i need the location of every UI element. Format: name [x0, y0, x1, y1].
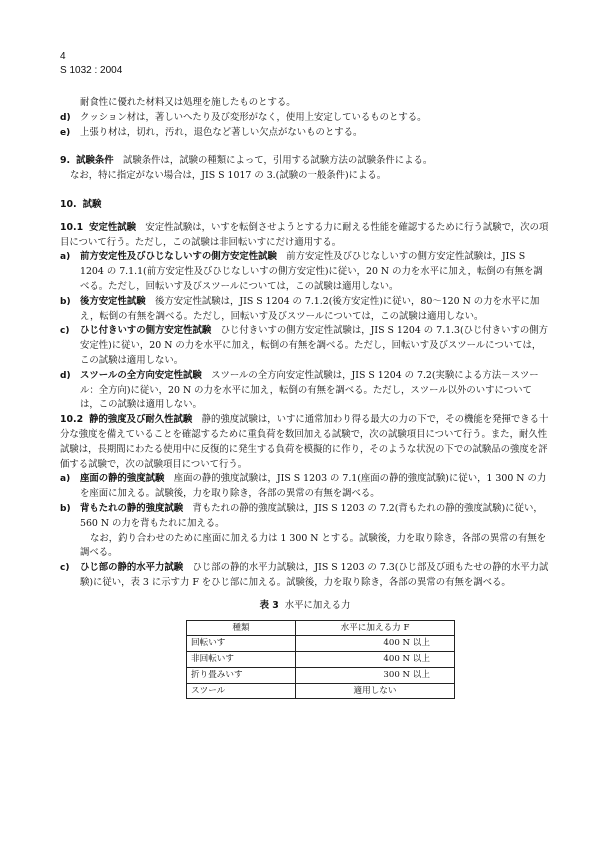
- item-label: d): [60, 370, 71, 381]
- item-label: b): [60, 503, 71, 514]
- table-title: 水平に加える力: [284, 599, 351, 611]
- section-number: 9.: [60, 155, 71, 167]
- table-cell: スツール: [187, 683, 296, 699]
- table-cell: 回転いす: [187, 636, 296, 652]
- list-item: [60, 561, 550, 591]
- table-caption: [60, 599, 550, 614]
- list-item: [60, 111, 550, 126]
- section-text: 安定性試験は，いすを転倒させようとする力に耐える性能を確認するために行う試験で，次の項目について行う。ただし，この試験は非回転いすにだけ適用する。: [60, 221, 549, 248]
- item-heading: 後方安定性試験: [80, 295, 146, 307]
- table-header-row: [187, 620, 455, 636]
- table-cell: 400 N 以上: [296, 636, 455, 652]
- item-heading: ひじ付きいすの側方安定性試験: [80, 325, 212, 337]
- table-cell: 適用しない: [296, 683, 455, 699]
- standard-id: S 1032 : 2004: [60, 65, 123, 76]
- section-number: 10.: [60, 198, 77, 210]
- table-row: [187, 652, 455, 668]
- table-row: [187, 636, 455, 652]
- section-10-2: [60, 413, 550, 472]
- item-text: 後方安定性試験は，JIS S 1204 の 7.1.2(後方安定性)に従い，80～120 N の力を水平に加え，転倒の有無を調べる。ただし，回転いす及びスツールについては，この試験は適用しない。: [80, 295, 540, 322]
- item-text: 前方安定性及びひじなしいすの側方安定性試験は，JIS S 1204 の 7.1.1(前方安定性及びひじなしいすの側方安定性)に従い，20 N の力を水平に加え，転倒の有無を調べる。ただし，回転いす及びスツールについては，この試験は適用しない。: [80, 251, 543, 292]
- item-text: 座面の静的強度試験は，JIS S 1203 の 7.1(座面の静的強度試験)に従い，1 300 N の力を座面に加える。試験後，力を取り除き，各部の異常の有無を調べる。: [80, 473, 547, 500]
- table-cell: 300 N 以上: [296, 667, 455, 683]
- item-label: e): [60, 127, 71, 138]
- item-heading: スツールの全方向安定性試験: [80, 369, 202, 381]
- list-item: [60, 126, 550, 141]
- item-heading: ひじ部の静的水平力試験: [80, 562, 184, 574]
- section-heading: 静的強度及び耐久性試験: [89, 414, 193, 426]
- section-number: 10.2: [60, 414, 84, 426]
- section-10-1: [60, 221, 550, 251]
- section-text: 試験条件は，試験の種類によって，引用する試験方法の試験条件による。: [123, 155, 433, 167]
- section-text: 静的強度試験は，いすに通常加わり得る最大の力の下で，その機能を発揮できる十分な強度を備えていることを確認するために重負荷を数回加える試験で，次の試験項目について行う。また，耐久性試験は，長期間にわたる使用中に反復的に発生する負荷を模擬的に作り，そのような状況の下での試験品の強度を評価する試験で，次の試験項目について行う。: [60, 414, 549, 470]
- table-row: [187, 683, 455, 699]
- list-item: [60, 502, 550, 532]
- force-table: [186, 620, 455, 700]
- item-text: ひじ付きいすの側方安定性試験は，JIS S 1204 の 7.1.3(ひじ付きいすの側方安定性)に従い，20 N の力を水平に加え，転倒の有無を調べる。ただし，回転いす及びスツールについては，この試験は適用しない。: [80, 325, 549, 366]
- section-number: 10.1: [60, 221, 84, 233]
- list-item: [60, 324, 550, 368]
- table-cell: 400 N 以上: [296, 652, 455, 668]
- section-heading: 試験: [82, 198, 102, 210]
- item-text: クッション材は，著しいへたり及び変形がなく，使用上安定しているものとする。: [80, 111, 427, 123]
- section-10: [60, 198, 550, 213]
- section-heading: 安定性試験: [89, 221, 137, 233]
- item-heading: 背もたれの静的強度試験: [80, 502, 184, 514]
- page-header: [60, 50, 122, 78]
- item-heading: 前方安定性及びひじなしいすの側方安定性試験: [80, 251, 277, 263]
- continuation-text: 耐食性に優れた材料又は処理を施したものとする。: [80, 97, 296, 108]
- list-item: [60, 295, 550, 325]
- table-row: [187, 667, 455, 683]
- section-heading: 試験条件: [76, 155, 114, 167]
- item-text: ひじ部の静的水平力試験は，JIS S 1203 の 7.3(ひじ部及び頭もたせの静的水平力試験)に従い，表 3 に示す力 F をひじ部に加える。試験後，力を取り除き，各部の異常の有無を調べる。: [80, 562, 549, 588]
- item-label: b): [60, 296, 71, 307]
- body-text: [60, 96, 550, 699]
- section-9-note: なお，特に指定がない場合は，JIS S 1017 の 3.(試験の一般条件)による。: [70, 170, 387, 182]
- table-number: 表 3: [259, 599, 279, 611]
- table-cell: 非回転いす: [187, 652, 296, 668]
- section-9: [60, 154, 550, 169]
- item-label: c): [60, 563, 70, 574]
- item-label: c): [60, 326, 70, 337]
- item-text: 上張り材は，切れ，汚れ，退色など著しい欠点がないものとする。: [80, 126, 363, 138]
- page-number: 4: [60, 51, 66, 62]
- item-label: a): [60, 252, 71, 263]
- item-text: スツールの全方向安定性試験は，JIS S 1204 の 7.2(実験による方法－スツール：全方向)に従い，20 N の力を水平に加え，転倒の有無を調べる。ただし，スツール以外のいすについては，この試験は適用しない。: [80, 369, 539, 411]
- list-item: [60, 369, 550, 413]
- item-label: d): [60, 112, 71, 123]
- table-header-cell: 水平に加える力 F: [296, 620, 455, 636]
- list-item: [60, 472, 550, 502]
- item-note: なお，釣り合わせのために座面に加える力は 1 300 N とする。試験後，力を取り除き，各部の異常の有無を調べる。: [80, 532, 547, 559]
- item-text: 背もたれの静的強度試験は，JIS S 1203 の 7.2(背もたれの静的強度試験)に従い，560 N の力を背もたれに加える。: [80, 502, 543, 529]
- list-item: [60, 250, 550, 294]
- item-label: a): [60, 474, 71, 485]
- table-cell: 折り畳みいす: [187, 667, 296, 683]
- table-header-cell: 種類: [187, 620, 296, 636]
- item-heading: 座面の静的強度試験: [80, 473, 165, 485]
